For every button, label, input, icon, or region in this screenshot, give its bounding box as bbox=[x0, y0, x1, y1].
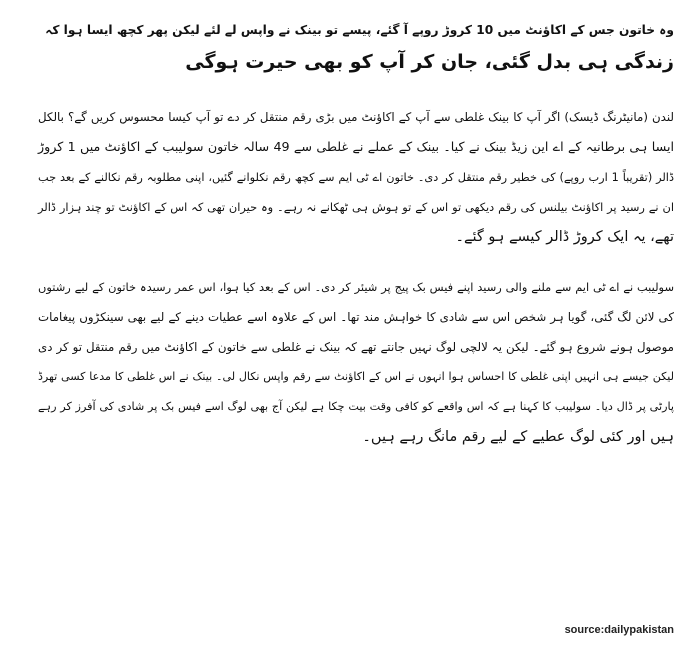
paragraph-line: ایسا ہی برطانیہ کے اے این زیڈ بینک نے کیا۔ بینک کے عملے نے غلطی سے 49 سالہ خاتون سولیبب کے اکاؤنٹ میں 1 کروڑ bbox=[38, 139, 675, 154]
paragraph-line: پارٹی پر ڈال دیا۔ سولیبب کا کہنا ہے کہ اس واقعے کو کافی وقت بیت چکا ہے لیکن آج بھی لوگ اسے فیس بک پر شادی کی آفرز کر رہے bbox=[38, 400, 674, 413]
paragraph-line: تھے، یہ ایک کروڑ ڈالر کیسے ہو گئے۔ bbox=[455, 229, 674, 245]
paragraph-line: سولیبب نے اے ٹی ایم سے ملنے والی رسید اپنے فیس بک پیج پر شیئر کر دی۔ اس کے بعد کیا ہوا، اس عمر رسیدہ خاتون کے لیے رشتوں bbox=[38, 280, 674, 294]
headline-line: وہ خاتون جس کے اکاؤنٹ میں 10 کروڑ روپے آ گئے، پیسے تو بینک نے واپس لے لئے لیکن پھر کچھ ایسا ہوا کہ bbox=[45, 23, 674, 37]
article-paragraph-2 bbox=[38, 272, 674, 452]
paragraph-line: کی لائن لگ گئی، گویا ہر شخص اس سے شادی کا خواہش مند تھا۔ اس کے علاوہ اسے عطیات دینے کے لیے بھی سینکڑوں پیغامات bbox=[38, 310, 674, 324]
article-paragraph-1 bbox=[38, 102, 674, 252]
source-credit: source:dailypakistan bbox=[564, 624, 674, 636]
headline-line: زندگی ہی بدل گئی، جان کر آپ کو بھی حیرت ہوگی bbox=[185, 51, 674, 73]
paragraph-line: ہیں اور کئی لوگ عطیے کے لیے رقم مانگ رہے ہیں۔ bbox=[362, 429, 674, 445]
paragraph-line: موصول ہونے شروع ہو گئے۔ لیکن یہ لالچی لوگ نہیں جانتے تھے کہ بینک نے غلطی سے خاتون کے اکاؤنٹ میں رقم منتقل تو کر دی bbox=[38, 340, 674, 354]
paragraph-line: لیکن جیسے ہی انہیں اپنی غلطی کا احساس ہوا انہوں نے اس کے اکاؤنٹ سے رقم واپس نکال لی۔ بینک نے اس غلطی کا مدعا کسی تھرڈ bbox=[38, 370, 674, 383]
paragraph-line: لندن (مانیٹرنگ ڈیسک) اگر آپ کا بینک غلطی سے آپ کے اکاؤنٹ میں بڑی رقم منتقل کر دے تو آپ کیسا محسوس کریں گے؟ بالکل bbox=[38, 110, 674, 124]
paragraph-line: ان نے رسید پر اکاؤنٹ بیلنس کی رقم دیکھی تو اس کے تو ہوش ہی ٹھکانے نہ رہے۔ وہ حیران تھی کہ اس کے اکاؤنٹ تو چند ہزار ڈالر bbox=[38, 200, 674, 214]
paragraph-line: ڈالر (تقریباً 1 ارب روپے) کی خطیر رقم منتقل کر دی۔ خاتون اے ٹی ایم سے کچھ رقم نکلوانے گئیں، اپنی مطلوبہ رقم نکالنے کے بعد جب bbox=[38, 170, 674, 184]
article bbox=[38, 14, 674, 452]
article-headline bbox=[38, 14, 674, 78]
